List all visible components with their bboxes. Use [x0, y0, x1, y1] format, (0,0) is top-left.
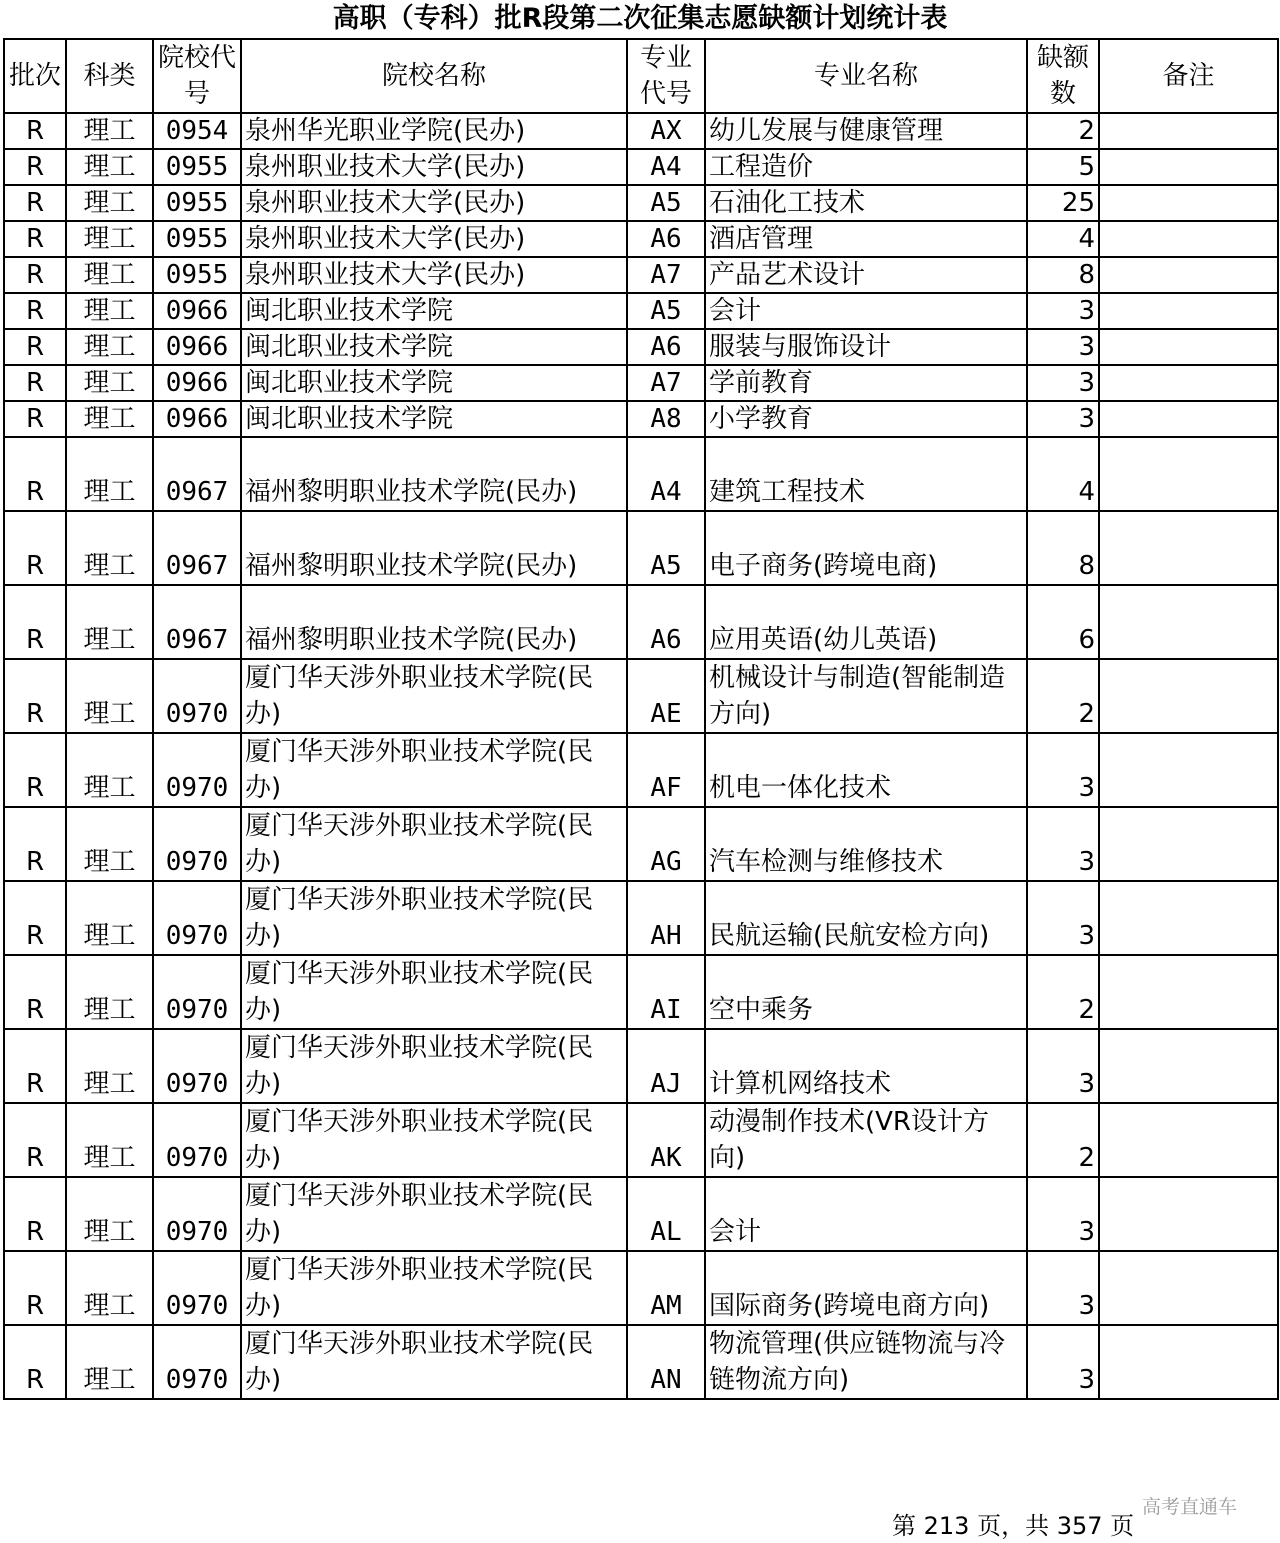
cell-major-code: AF [627, 733, 705, 807]
cell-vacancies: 3 [1027, 293, 1099, 329]
cell-school-code: 0970 [153, 881, 241, 955]
cell-major-name: 产品艺术设计 [705, 257, 1027, 293]
cell-school-code: 0955 [153, 221, 241, 257]
header-batch: 批次 [4, 39, 66, 113]
table-row [4, 257, 1278, 293]
cell-category: 理工 [66, 149, 153, 185]
cell-major-name: 建筑工程技术 [705, 437, 1027, 511]
table-row [4, 1251, 1278, 1325]
cell-major-code: A4 [627, 437, 705, 511]
table-row [4, 401, 1278, 437]
cell-school-code: 0966 [153, 293, 241, 329]
table-row [4, 329, 1278, 365]
cell-batch: R [4, 293, 66, 329]
header-major-code: 专业代号 [627, 39, 705, 113]
cell-vacancies: 5 [1027, 149, 1099, 185]
cell-school-name: 厦门华天涉外职业技术学院(民办) [241, 881, 627, 955]
table-row [4, 221, 1278, 257]
page-title: 高职（专科）批R段第二次征集志愿缺额计划统计表 [332, 3, 948, 34]
cell-batch: R [4, 659, 66, 733]
cell-major-name: 服装与服饰设计 [705, 329, 1027, 365]
cell-major-code: AH [627, 881, 705, 955]
cell-major-name: 汽车检测与维修技术 [705, 807, 1027, 881]
cell-batch: R [4, 365, 66, 401]
cell-major-code: AK [627, 1103, 705, 1177]
header-vacancies: 缺额数 [1027, 39, 1099, 113]
cell-remarks [1099, 511, 1278, 585]
header-school-name: 院校名称 [241, 39, 627, 113]
cell-vacancies: 8 [1027, 511, 1099, 585]
cell-remarks [1099, 733, 1278, 807]
cell-major-code: A5 [627, 293, 705, 329]
cell-vacancies: 2 [1027, 955, 1099, 1029]
cell-remarks [1099, 293, 1278, 329]
cell-school-code: 0970 [153, 1103, 241, 1177]
cell-category: 理工 [66, 659, 153, 733]
table-row [4, 113, 1278, 149]
cell-batch: R [4, 257, 66, 293]
cell-school-name: 厦门华天涉外职业技术学院(民办) [241, 733, 627, 807]
cell-remarks [1099, 807, 1278, 881]
cell-major-name: 国际商务(跨境电商方向) [705, 1251, 1027, 1325]
cell-category: 理工 [66, 1251, 153, 1325]
cell-school-name: 泉州职业技术大学(民办) [241, 185, 627, 221]
cell-vacancies: 3 [1027, 733, 1099, 807]
table-row [4, 733, 1278, 807]
cell-school-name: 福州黎明职业技术学院(民办) [241, 585, 627, 659]
cell-remarks [1099, 329, 1278, 365]
cell-category: 理工 [66, 401, 153, 437]
table-row [4, 437, 1278, 511]
cell-school-code: 0970 [153, 955, 241, 1029]
cell-major-code: AN [627, 1325, 705, 1399]
cell-major-code: AJ [627, 1029, 705, 1103]
cell-major-code: A7 [627, 365, 705, 401]
table-row [4, 1177, 1278, 1251]
cell-batch: R [4, 1325, 66, 1399]
cell-major-code: A4 [627, 149, 705, 185]
table-row [4, 511, 1278, 585]
cell-remarks [1099, 1177, 1278, 1251]
cell-school-name: 闽北职业技术学院 [241, 329, 627, 365]
cell-batch: R [4, 955, 66, 1029]
cell-remarks [1099, 881, 1278, 955]
cell-remarks [1099, 221, 1278, 257]
cell-batch: R [4, 185, 66, 221]
cell-remarks [1099, 659, 1278, 733]
cell-category: 理工 [66, 1325, 153, 1399]
header-school-code: 院校代号 [153, 39, 241, 113]
cell-school-code: 0967 [153, 585, 241, 659]
cell-school-name: 泉州职业技术大学(民办) [241, 149, 627, 185]
cell-school-name: 厦门华天涉外职业技术学院(民办) [241, 659, 627, 733]
table-row [4, 807, 1278, 881]
cell-vacancies: 2 [1027, 113, 1099, 149]
cell-category: 理工 [66, 329, 153, 365]
cell-category: 理工 [66, 1029, 153, 1103]
table-row [4, 585, 1278, 659]
watermark-text: 高考直通车 [1142, 1496, 1238, 1518]
cell-major-code: AE [627, 659, 705, 733]
cell-major-code: A6 [627, 329, 705, 365]
cell-category: 理工 [66, 293, 153, 329]
table-row [4, 185, 1278, 221]
cell-school-code: 0967 [153, 437, 241, 511]
cell-remarks [1099, 149, 1278, 185]
vacancy-table [3, 38, 1279, 1400]
cell-vacancies: 4 [1027, 221, 1099, 257]
cell-vacancies: 2 [1027, 659, 1099, 733]
cell-school-name: 闽北职业技术学院 [241, 293, 627, 329]
cell-vacancies: 3 [1027, 1251, 1099, 1325]
cell-school-code: 0955 [153, 185, 241, 221]
cell-major-name: 工程造价 [705, 149, 1027, 185]
cell-major-code: A7 [627, 257, 705, 293]
cell-school-code: 0970 [153, 1029, 241, 1103]
cell-category: 理工 [66, 733, 153, 807]
cell-remarks [1099, 1325, 1278, 1399]
table-row [4, 1029, 1278, 1103]
cell-school-name: 厦门华天涉外职业技术学院(民办) [241, 1325, 627, 1399]
table-row [4, 293, 1278, 329]
cell-major-code: AL [627, 1177, 705, 1251]
header-remarks: 备注 [1099, 39, 1278, 113]
cell-batch: R [4, 221, 66, 257]
cell-category: 理工 [66, 221, 153, 257]
cell-major-name: 酒店管理 [705, 221, 1027, 257]
cell-school-code: 0955 [153, 257, 241, 293]
cell-school-code: 0970 [153, 659, 241, 733]
cell-major-code: AG [627, 807, 705, 881]
cell-remarks [1099, 437, 1278, 511]
cell-remarks [1099, 955, 1278, 1029]
cell-major-name: 民航运输(民航安检方向) [705, 881, 1027, 955]
cell-vacancies: 3 [1027, 881, 1099, 955]
cell-vacancies: 3 [1027, 1325, 1099, 1399]
cell-school-name: 闽北职业技术学院 [241, 401, 627, 437]
cell-batch: R [4, 401, 66, 437]
cell-school-name: 厦门华天涉外职业技术学院(民办) [241, 1103, 627, 1177]
cell-school-code: 0966 [153, 329, 241, 365]
table-row [4, 1103, 1278, 1177]
cell-batch: R [4, 437, 66, 511]
cell-batch: R [4, 1029, 66, 1103]
table-row [4, 365, 1278, 401]
cell-batch: R [4, 585, 66, 659]
cell-major-name: 物流管理(供应链物流与冷链物流方向) [705, 1325, 1027, 1399]
cell-category: 理工 [66, 1177, 153, 1251]
cell-category: 理工 [66, 881, 153, 955]
cell-school-code: 0970 [153, 733, 241, 807]
table-body [4, 113, 1278, 1399]
cell-vacancies: 8 [1027, 257, 1099, 293]
cell-category: 理工 [66, 1103, 153, 1177]
cell-school-code: 0966 [153, 401, 241, 437]
cell-major-name: 幼儿发展与健康管理 [705, 113, 1027, 149]
cell-category: 理工 [66, 113, 153, 149]
cell-major-name: 空中乘务 [705, 955, 1027, 1029]
cell-vacancies: 6 [1027, 585, 1099, 659]
cell-major-code: A6 [627, 221, 705, 257]
cell-major-name: 电子商务(跨境电商) [705, 511, 1027, 585]
table-row [4, 1325, 1278, 1399]
cell-school-name: 厦门华天涉外职业技术学院(民办) [241, 955, 627, 1029]
cell-major-code: AM [627, 1251, 705, 1325]
cell-school-name: 福州黎明职业技术学院(民办) [241, 437, 627, 511]
cell-major-code: A5 [627, 511, 705, 585]
cell-remarks [1099, 1251, 1278, 1325]
cell-remarks [1099, 113, 1278, 149]
table-row [4, 659, 1278, 733]
cell-major-name: 石油化工技术 [705, 185, 1027, 221]
cell-category: 理工 [66, 365, 153, 401]
cell-remarks [1099, 1029, 1278, 1103]
header-category: 科类 [66, 39, 153, 113]
cell-remarks [1099, 1103, 1278, 1177]
cell-school-name: 厦门华天涉外职业技术学院(民办) [241, 807, 627, 881]
cell-batch: R [4, 511, 66, 585]
cell-category: 理工 [66, 257, 153, 293]
cell-major-code: A5 [627, 185, 705, 221]
cell-remarks [1099, 585, 1278, 659]
table-header-row [4, 39, 1278, 113]
cell-school-name: 厦门华天涉外职业技术学院(民办) [241, 1177, 627, 1251]
cell-vacancies: 4 [1027, 437, 1099, 511]
cell-vacancies: 3 [1027, 365, 1099, 401]
cell-school-code: 0967 [153, 511, 241, 585]
cell-major-name: 会计 [705, 1177, 1027, 1251]
cell-school-code: 0966 [153, 365, 241, 401]
cell-vacancies: 3 [1027, 401, 1099, 437]
cell-vacancies: 2 [1027, 1103, 1099, 1177]
cell-major-code: AI [627, 955, 705, 1029]
table-row [4, 881, 1278, 955]
cell-school-code: 0954 [153, 113, 241, 149]
cell-vacancies: 3 [1027, 807, 1099, 881]
cell-school-code: 0970 [153, 807, 241, 881]
cell-school-name: 闽北职业技术学院 [241, 365, 627, 401]
cell-school-code: 0970 [153, 1251, 241, 1325]
cell-school-code: 0955 [153, 149, 241, 185]
cell-major-name: 会计 [705, 293, 1027, 329]
cell-batch: R [4, 149, 66, 185]
cell-school-code: 0970 [153, 1325, 241, 1399]
cell-batch: R [4, 1177, 66, 1251]
cell-category: 理工 [66, 955, 153, 1029]
cell-school-name: 泉州华光职业学院(民办) [241, 113, 627, 149]
cell-major-name: 机械设计与制造(智能制造方向) [705, 659, 1027, 733]
cell-major-name: 动漫制作技术(VR设计方向) [705, 1103, 1027, 1177]
cell-category: 理工 [66, 185, 153, 221]
cell-school-name: 福州黎明职业技术学院(民办) [241, 511, 627, 585]
cell-remarks [1099, 185, 1278, 221]
cell-batch: R [4, 113, 66, 149]
cell-major-name: 计算机网络技术 [705, 1029, 1027, 1103]
cell-vacancies: 3 [1027, 329, 1099, 365]
cell-major-name: 应用英语(幼儿英语) [705, 585, 1027, 659]
cell-category: 理工 [66, 437, 153, 511]
page-footer: 第 213 页，共 357 页 [892, 1512, 1135, 1540]
cell-category: 理工 [66, 807, 153, 881]
cell-batch: R [4, 881, 66, 955]
cell-school-code: 0970 [153, 1177, 241, 1251]
cell-batch: R [4, 1103, 66, 1177]
cell-major-code: A6 [627, 585, 705, 659]
cell-category: 理工 [66, 511, 153, 585]
cell-major-name: 小学教育 [705, 401, 1027, 437]
cell-major-name: 机电一体化技术 [705, 733, 1027, 807]
cell-remarks [1099, 257, 1278, 293]
cell-major-code: AX [627, 113, 705, 149]
cell-school-name: 厦门华天涉外职业技术学院(民办) [241, 1251, 627, 1325]
cell-category: 理工 [66, 585, 153, 659]
table-row [4, 149, 1278, 185]
cell-batch: R [4, 1251, 66, 1325]
cell-batch: R [4, 733, 66, 807]
cell-batch: R [4, 329, 66, 365]
cell-vacancies: 25 [1027, 185, 1099, 221]
cell-major-code: A8 [627, 401, 705, 437]
cell-vacancies: 3 [1027, 1029, 1099, 1103]
cell-remarks [1099, 401, 1278, 437]
header-major-name: 专业名称 [705, 39, 1027, 113]
cell-batch: R [4, 807, 66, 881]
cell-school-name: 泉州职业技术大学(民办) [241, 257, 627, 293]
table-row [4, 955, 1278, 1029]
cell-remarks [1099, 365, 1278, 401]
cell-vacancies: 3 [1027, 1177, 1099, 1251]
cell-major-name: 学前教育 [705, 365, 1027, 401]
cell-school-name: 厦门华天涉外职业技术学院(民办) [241, 1029, 627, 1103]
cell-school-name: 泉州职业技术大学(民办) [241, 221, 627, 257]
